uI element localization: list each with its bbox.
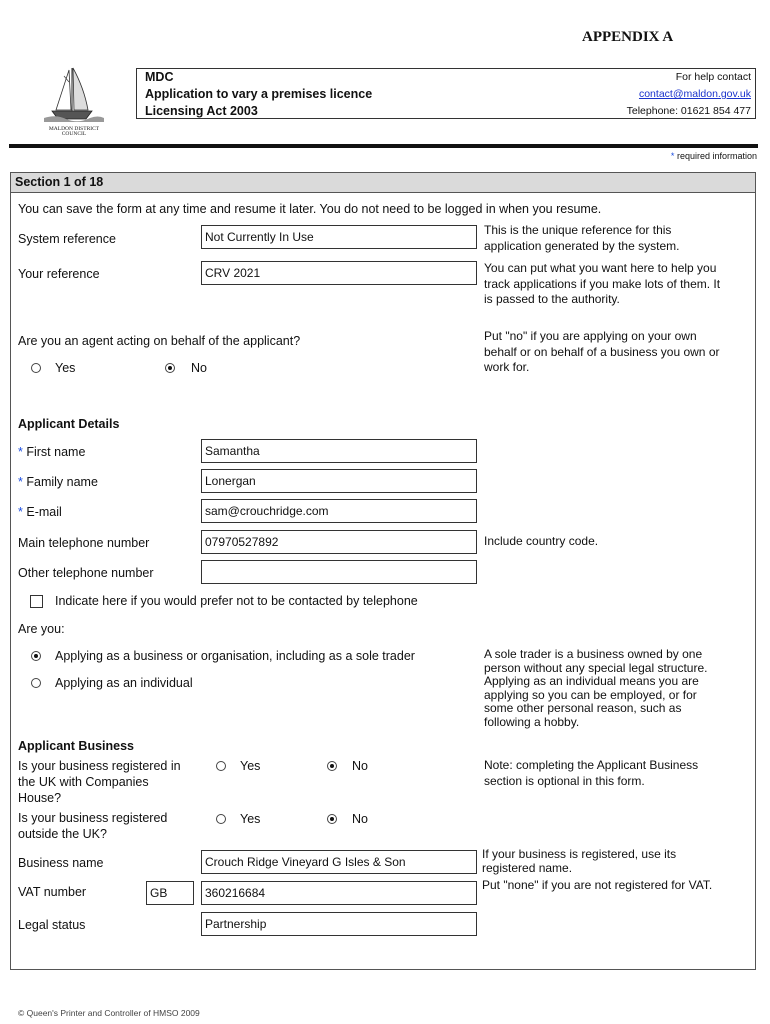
system-reference-field[interactable]: [201, 225, 477, 249]
required-star: *: [18, 445, 23, 459]
legal-status-field[interactable]: [201, 912, 477, 936]
your-reference-label: Your reference: [18, 267, 100, 281]
question-line: House?: [18, 791, 62, 805]
uk-registered-no-label: No: [352, 759, 368, 773]
agent-question: Are you an agent acting on behalf of the applicant?: [18, 334, 301, 348]
help-line: Note: completing the Applicant Business: [484, 758, 699, 772]
applicant-type-individual-label: Applying as an individual: [55, 676, 193, 690]
vat-number-field[interactable]: [201, 881, 477, 905]
family-name-label-text: Family name: [26, 475, 98, 489]
required-star: *: [18, 475, 23, 489]
are-you-label: Are you:: [18, 622, 65, 636]
business-name-label: Business name: [18, 856, 104, 870]
system-reference-value: Not Currently In Use: [205, 230, 314, 244]
system-reference-label: System reference: [18, 232, 116, 246]
required-note-text: required information: [676, 151, 757, 161]
email-label-text: E-mail: [26, 505, 62, 519]
help-email-link[interactable]: contact@maldon.gov.uk: [638, 88, 751, 100]
main-phone-field[interactable]: [201, 530, 477, 554]
header-act: Licensing Act 2003: [145, 104, 258, 118]
required-star: *: [18, 505, 23, 519]
email-field[interactable]: [201, 499, 477, 523]
family-name-label: [18, 474, 98, 490]
help-line: If your business is registered, use its: [482, 847, 677, 861]
help-line: person without any special legal structure.: [484, 660, 708, 675]
applicant-type-help: [484, 648, 707, 729]
help-line: applying so you can be employed, or for: [484, 687, 697, 702]
vat-number-label: VAT number: [18, 885, 87, 899]
council-logo: [36, 66, 112, 136]
your-reference-help: [484, 261, 720, 308]
first-name-input[interactable]: [205, 440, 476, 462]
first-name-label: [18, 444, 85, 460]
help-line: Applying as an individual means you are: [484, 674, 699, 688]
applicant-type-business-radio[interactable]: [31, 651, 41, 661]
outside-uk-question: [18, 810, 167, 842]
outside-uk-yes-radio[interactable]: [216, 814, 226, 824]
vat-number-input[interactable]: [205, 882, 476, 904]
help-line: following a hobby.: [484, 714, 580, 729]
main-phone-input[interactable]: [205, 531, 476, 553]
appendix-label: APPENDIX A: [582, 29, 674, 45]
vat-help: Put "none" if you are not registered for VAT.: [482, 878, 713, 892]
family-name-field[interactable]: [201, 469, 477, 493]
first-name-label-text: First name: [26, 445, 86, 459]
business-name-field[interactable]: [201, 850, 477, 874]
other-phone-label: Other telephone number: [18, 566, 154, 580]
logo-caption-line2: COUNCIL: [61, 131, 87, 136]
main-phone-label: Main telephone number: [18, 536, 150, 550]
copyright-footer: © Queen's Printer and Controller of HMSO 2009: [18, 1008, 200, 1018]
agent-yes-label: Yes: [55, 361, 76, 375]
council-crest-icon: [36, 66, 112, 136]
agent-help: [484, 329, 720, 376]
help-line: section is optional in this form.: [484, 773, 645, 788]
help-line: registered name.: [482, 861, 573, 875]
form-header: [136, 68, 756, 119]
uk-registered-yes-label: Yes: [240, 759, 261, 773]
section-intro: You can save the form at any time and resume it later. You do not need to be logged in when you resume.: [18, 202, 602, 216]
legal-status-label: Legal status: [18, 918, 86, 932]
uk-registered-no-radio[interactable]: [327, 761, 337, 771]
agent-no-label: No: [191, 361, 207, 375]
other-phone-input[interactable]: [205, 561, 476, 583]
header-form-title: Application to vary a premises licence: [145, 87, 373, 101]
help-line: behalf or on behalf of a business you own or: [484, 344, 720, 359]
help-line: some other personal reason, such as: [484, 701, 682, 715]
help-line: is passed to the authority.: [484, 292, 620, 306]
outside-uk-no-label: No: [352, 812, 368, 826]
help-telephone: Telephone: 01621 854 477: [626, 105, 751, 117]
main-phone-help: Include country code.: [484, 534, 599, 548]
applicant-type-individual-radio[interactable]: [31, 678, 41, 688]
required-star: *: [670, 151, 675, 161]
no-phone-label: Indicate here if you would prefer not to be contacted by telephone: [55, 594, 418, 608]
your-reference-field[interactable]: [201, 261, 477, 285]
legal-status-input[interactable]: [205, 913, 476, 935]
email-label: [18, 504, 62, 520]
first-name-field[interactable]: [201, 439, 477, 463]
your-reference-input[interactable]: [205, 262, 476, 284]
header-org: MDC: [145, 70, 174, 84]
business-name-help: [482, 847, 676, 875]
section-title: Section 1 of 18: [11, 173, 755, 193]
outside-uk-no-radio[interactable]: [327, 814, 337, 824]
required-note: [640, 151, 757, 161]
business-note: [484, 758, 698, 789]
question-line: Is your business registered in: [18, 759, 181, 773]
question-line: outside the UK?: [18, 827, 107, 841]
vat-prefix-field[interactable]: [146, 881, 194, 905]
outside-uk-yes-label: Yes: [240, 812, 261, 826]
applicant-details-heading: Applicant Details: [18, 417, 120, 431]
logo-caption-line1: MALDON DISTRICT: [48, 126, 100, 132]
question-line: the UK with Companies: [18, 775, 149, 789]
question-line: Is your business registered: [18, 811, 168, 825]
vat-prefix-input[interactable]: [150, 882, 193, 904]
agent-yes-radio[interactable]: [31, 363, 41, 373]
email-input[interactable]: [205, 500, 476, 522]
help-line: You can put what you want here to help you: [484, 261, 717, 275]
uk-registered-yes-radio[interactable]: [216, 761, 226, 771]
applicant-business-heading: Applicant Business: [18, 739, 134, 753]
help-line: This is the unique reference for this: [484, 223, 672, 237]
system-reference-help: [484, 223, 679, 254]
help-line: A sole trader is a business owned by one: [484, 647, 703, 661]
business-name-input[interactable]: [205, 851, 476, 873]
no-phone-checkbox[interactable]: [30, 595, 43, 608]
help-line: track applications if you make lots of them. It: [484, 276, 721, 291]
uk-registered-question: [18, 758, 181, 806]
family-name-input[interactable]: [205, 470, 476, 492]
applicant-type-business-label: Applying as a business or organisation, including as a sole trader: [55, 649, 415, 663]
help-line: work for.: [484, 360, 530, 374]
help-line: Put "no" if you are applying on your own: [484, 329, 697, 343]
agent-no-radio[interactable]: [165, 363, 175, 373]
header-divider: [9, 144, 758, 148]
other-phone-field[interactable]: [201, 560, 477, 584]
help-line: application generated by the system.: [484, 238, 680, 253]
help-contact-label: For help contact: [675, 71, 751, 83]
